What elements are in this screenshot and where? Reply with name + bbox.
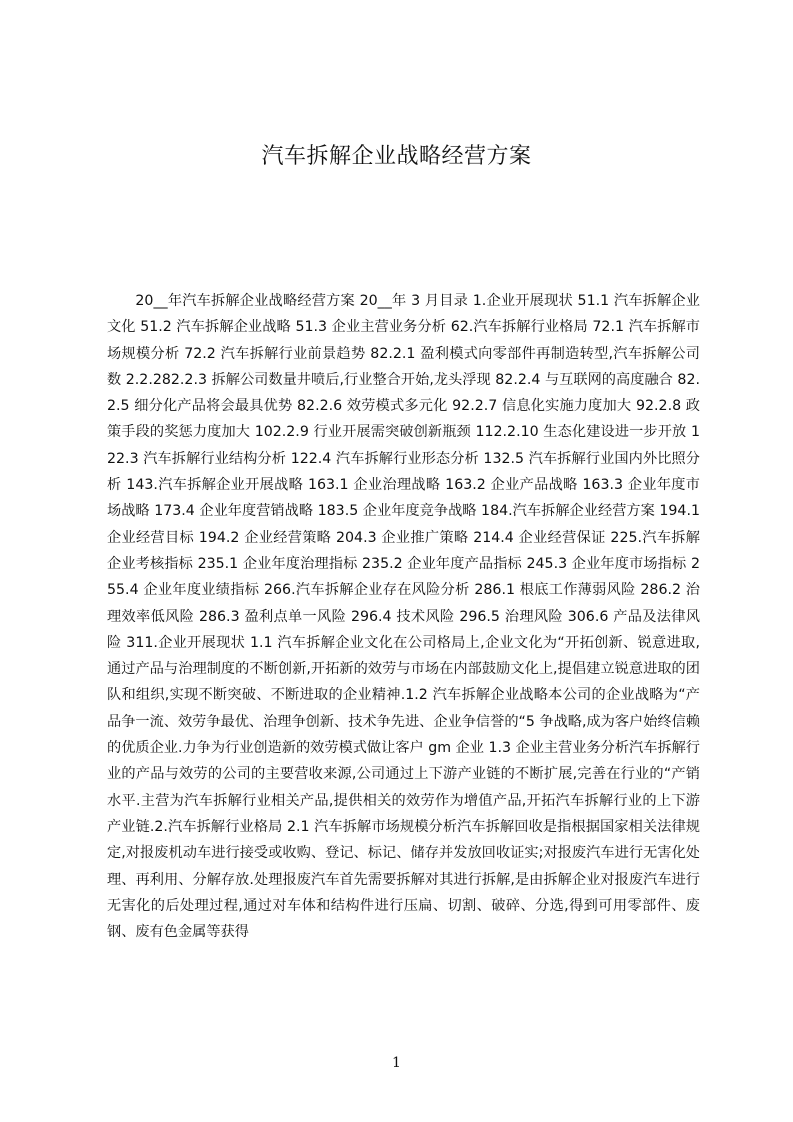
document-body-paragraph: 20__年汽车拆解企业战略经营方案 20__年 3 月目录 1.企业开展现状 51.1 汽车拆解企业文化 51.2 汽车拆解企业战略 51.3 企业主营业务分析 62.汽车拆解行业格局 72.1 汽车拆解市场规模分析 72.2 汽车拆解行业前景趋势 82.2.1 盈利模式向零部件再制造转型,汽车拆解公司数 2.2.282.2.3 拆解公司数量井喷后,行业整合开始,龙头浮现 82.2.4 与互联网的高度融合 82.2.5 细分化产品将会最具优势 82.2.6 效劳模式多元化 92.2.7 信息化实施力度加大 92.2.8 政策手段的奖惩力度加大 102.2.9 行业开展需突破创新瓶颈 112.2.10 生态化建设进一步开放 122.3 汽车拆解行业结构分析 122.4 汽车拆解行业形态分析 132.5 汽车拆解行业国内外比照分析 143.汽车拆解企业开展战略 163.1 企业治理战略 163.2 企业产品战略 163.3 企业年度市场战略 173.4 企业年度营销战略 183.5 企业年度竞争战略 184.汽车拆解企业经营方案 194.1 企业经营目标 194.2 企业经营策略 204.3 企业推广策略 214.4 企业经营保证 225.汽车拆解企业考核指标 235.1 企业年度治理指标 235.2 企业年度产品指标 245.3 企业年度市场指标 255.4 企业年度业绩指标 266.汽车拆解企业存在风险分析 286.1 根底工作薄弱风险 286.2 治理效率低风险 286.3 盈利点单一风险 296.4 技术风险 296.5 治理风险 306.6 产品及法律风险 311.企业开展现状 1.1 汽车拆解企业文化在公司格局上,企业文化为“开拓创新、锐意进取,通过产品与治理制度的不断创新,开拓新的效劳与市场在内部鼓励文化上,提倡建立锐意进取的团队和组织,实现不断突破、不断进取的企业精神.1.2 汽车拆解企业战略本公司的企业战略为“产品争一流、效劳争最优、治理争创新、技术争先进、企业争信誉的“5 争战略,成为客户始终信赖的优质企业.力争为行业创造新的效劳模式做让客户 gm 企业 1.3 企业主营业务分析汽车拆解行业的产品与效劳的公司的主要营收来源,公司通过上下游产业链的不断扩展,完善在行业的“产销水平.主营为汽车拆解行业相关产品,提供相关的效劳作为增值产品,开拓汽车拆解行业的上下游产业链.2.汽车拆解行业格局 2.1 汽车拆解市场规模分析汽车拆解回收是指根据国家相关法律规定,对报废机动车进行接受或收购、登记、标记、储存并发放回收证实;对报废汽车进行无害化处理、再利用、分解存放.处理报废汽车首先需要拆解对其进行拆解,是由拆解企业对报废汽车进行无害化的后处理过程,通过对车体和结构件进行压扁、切割、破碎、分选,得到可用零部件、废钢、废有色金属等获得	[107, 293, 700, 941]
document-title: 汽车拆解企业战略经营方案	[261, 144, 532, 169]
page-number: 1	[392, 1055, 401, 1071]
